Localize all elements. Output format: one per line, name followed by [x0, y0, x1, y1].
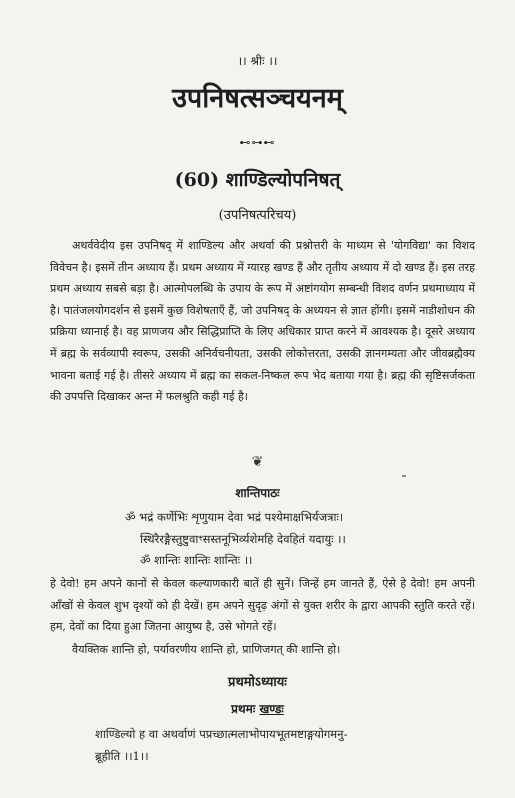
blessing-text: वैयक्तिक शान्ति हो, पर्यावरणीय शान्ति हो, प्राणिजगत् की शान्ति हो।: [72, 643, 341, 656]
verse-block: [95, 723, 475, 767]
translation-paragraph: हे देवो! हम अपने कानों से केवल कल्याणकारी बातें ही सुनें। जिन्हें हम जानते हैं, ऐसे हे देवो! हम अपनी आँखों से केवल शुभ दृश्यों को ही देखें। हम अपने सुदृढ़ अंगों से युक्त शरीर के द्वारा आपकी स्तुति करते रहें। हम, देवों का दिया हुआ जितना आयुष्य है, उसे भोगते रहें।: [50, 577, 475, 633]
shanti-line-1: ॐ भद्रं कर्णेभिः शृणुयाम देवा भद्रं पश्येमाक्षभिर्यजत्राः।: [125, 510, 344, 524]
ornament-divider: ⊷⊶⊷: [239, 136, 276, 149]
upanishad-subtitle: (उपनिषत्परिचय): [218, 208, 297, 223]
print-speck: [402, 475, 406, 477]
lotus-ornament-icon: ❦: [251, 454, 264, 470]
book-title: उपनिषत्सञ्चयनम्: [172, 83, 343, 114]
chapter-heading: प्रथमोऽध्यायः: [228, 675, 287, 690]
intro-paragraph: [50, 235, 475, 408]
verse-line-1: शाण्डिल्यो ह वा अथर्वाणं पप्रच्छात्मलाभोपायभूतमष्टाङ्गयोगमनु-: [95, 727, 348, 741]
verse-line-2: ब्रूहीति ।।1।।: [95, 749, 149, 763]
upanishad-title: (60) शाण्डिल्योपनिषत्: [174, 169, 341, 191]
shanti-heading: शान्तिपाठः: [235, 486, 280, 500]
invocation-header: ।। श्रीः ।।: [237, 54, 278, 68]
section-word: खण्डः: [259, 702, 284, 716]
intro-text: अथर्ववेदीय इस उपनिषद् में शाण्डिल्य और अथर्वा की प्रश्नोत्तरी के माध्यम से 'योगविद्या' का विशद विवेचन है। इसमें तीन अध्याय हैं। प्रथम अध्याय में ग्यारह खण्ड हैं और तृतीय अध्याय में दो खण्ड हैं। इस तरह प्रथम अध्याय सबसे बड़ा है। आत्मोपलब्धि के उपाय के रूप में अष्टांगयोग सम्बन्धी विशद वर्णन प्रथमाध्याय में है। पातंजलयोगदर्शन से इसमें कुछ विशेषताएँ हैं, जो उपनिषद् के अध्ययन से ज्ञात होंगी। इसमें नाडीशोधन की प्रक्रिया ध्यानार्ह है। वह प्राणजय और सिद्धिप्राप्ति के लिए अधिकार प्राप्त करने में आवश्यक है। दूसरे अध्याय में ब्रह्म के सर्वव्यापी स्वरूप, उसकी अनिर्वचनीयता, उसकी लोकोत्तरता, उसकी ज्ञानगम्यता और जीवब्रह्मैक्य भावना बताई गई है। तीसरे अध्याय में ब्रह्म का सकल-निष्कल रूप भेद बताया गया है। ब्रह्म की सृष्टिसर्जकता की उपपत्ति दिखाकर अन्त में फलश्रुति कही गई है।: [50, 239, 475, 404]
shanti-line-3: ॐ शान्तिः शान्तिः शान्तिः ।।: [140, 553, 253, 567]
section-prefix: प्रथमः: [231, 702, 260, 716]
section-heading: [0, 700, 515, 717]
blessing-paragraph: [50, 642, 475, 657]
shanti-line-2: स्थिरैरङ्गैस्तुष्टुवाꣳसस्तनूभिर्व्यशेमहि देवहितं यदायुः ।।: [140, 532, 346, 546]
